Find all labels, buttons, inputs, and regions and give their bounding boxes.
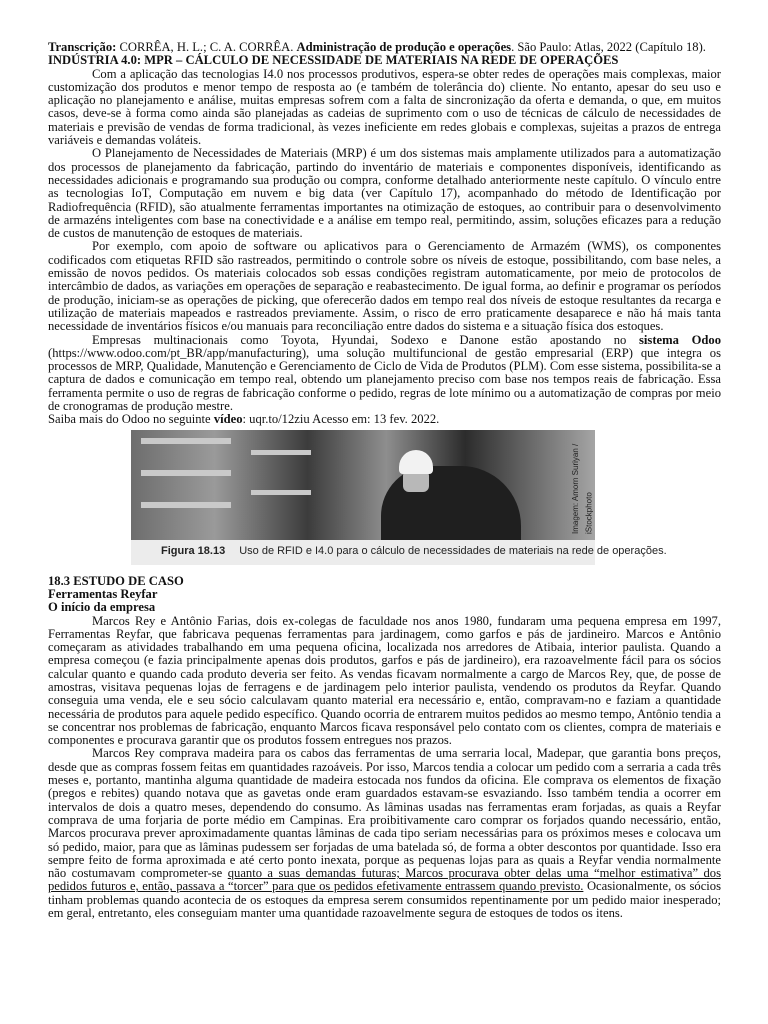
intro-paragraph-3: Por exemplo, com apoio de software ou aplicativos para o Gerenciamento de Armazém (WMS), os componentes codificados com etiquetas RFID são rastreados, permitindo o controle sobre os níveis de estoque, possibilitando, com base neles, a emissão de novos pedidos. Os materiais colocados sob essas condições registram automaticamente, por meio de protocolos de intercâmbio de dados, as variações em operações de separação e reabastecimento. De igual forma, ao definir e programar os períodos de produção, iniciam-se as operações de picking, que oferecerão dados em tempo real dos níveis de estoque resultantes da recarga e utilização de materiais mapeados e rastreados previamente. Assim, o risco de erro praticamente desaparece e não há mais tanta necessidade de inventários físicos e/ou manuais para reconciliação entre dados do sistema e a situação física dos estoques.: [48, 239, 721, 334]
figure-caption-text: Uso de RFID e I4.0 para o cálculo de necessidades de materiais na rede de operações.: [239, 544, 667, 557]
case-paragraph-1: Marcos Rey e Antônio Farias, dois ex-colegas de faculdade nos anos 1980, fundaram uma pequena empresa em 1997, Ferramentas Reyfar, que fabricava pequenas ferramentas para jardinagem, como garfos e pás de jardineiro. Marcos e Antônio começaram as atividades trabalhando em uma pequena oficina, localizada nos arredores de Atibaia, interior paulista. Quando a empresa começou (e fazia principalmente apenas dois produtos, garfos e pás de jardineiro), era razoavelmente fácil para os sócios calcular quanto e quando cada produto deveria ser feito. As vendas ficavam normalmente a cargo de Marcos Rey, que, de posse de amostras, visitava pequenas lojas de ferragens e de jardinagem pelo interior paulista, vendendo os produtos da Reyfar. Quando conseguia uma venda, ele e seu sócio calculavam quanto material era necessário e, então, compravam-no e faziam a quantidade necessária de produtos para aquele pedido específico. Quando ocorria de entrarem muitos pedidos ao mesmo tempo, Antônio tendia a se concentrar nos problemas de fabricação, enquanto Marcos ficava responsável pelo contato com os clientes, compra de materiais e componentes e procurava garantir que os produtos fossem entregues nos prazos.: [48, 613, 721, 748]
figure-rfid: [131, 430, 667, 565]
case-p2-underlined: quanto a suas demandas futuras; Marcos procurava obter delas uma “melhor estimativa” dos pedidos futuros e, então, passava a “torcer” para que os pedidos efetivamente entrassem quando previsto.: [48, 866, 721, 894]
odoo-text-after: (https://www.odoo.com/pt_BR/app/manufacturing), uma solução multifuncional de gestão empresarial (ERP) que integra os processos de MRP, Qualidade, Manutenção e Gerenciamento de Ciclo de Vida de Produtos (PLM). Com esse sistema, possibilita-se a captura de dados e comunicação em tempo real, obtendo um planejamento preciso com base nos tempos reais de fabricação. Essa ferramenta permite o uso de regras de fabricação conforme o pedido, regras de lote mínimo ou a automatização de compras por meio de cronogramas de produção mestre.: [48, 345, 721, 414]
helmet-icon: [399, 450, 433, 474]
section-heading: 18.3 ESTUDO DE CASO: [48, 573, 184, 588]
video-label: vídeo: [213, 412, 243, 427]
case-company: Ferramentas Reyfar: [48, 586, 158, 601]
intro-paragraph-2: O Planejamento de Necessidades de Materiais (MRP) é um dos sistemas mais amplamente utilizados para a automatização dos processos de planejamento da fabricação, partindo do inventário de materiais e componentes disponíveis, identificando as necessidades adicionais e programando sua produção ou compra, conforme detalhado anteriormente neste capítulo. O vínculo entre as tecnologias IoT, Computação em nuvem e big data (ver Capítulo 17), acompanhado do método de Identificação por Radiofrequência (RFID), são atualmente ferramentas importantes na otimização de estoques, ao contribuir para o desenvolvimento de armazéns inteligentes com base na conectividade e a análise em tempo real, permitindo, assim, soluções eficazes para a redução de custos de manutenção de estoques de materiais.: [48, 146, 721, 241]
citation-title: Administração de produção e operações: [296, 40, 512, 54]
citation-authors: CORRÊA, H. L.; C. A. CORRÊA.: [119, 40, 294, 54]
case-p2-part-b: Ocasionalmente, os sócios tinham problemas quando acontecia de os estoques da empresa serem consumidos repentinamente por um pedido maior inesperado; em geral, entretanto, eles conseguiam manter uma quantidade razoavelmente segura de estoques de todos os itens.: [48, 879, 721, 921]
intro-paragraph-1: Com a aplicação das tecnologias I4.0 nos processos produtivos, espera-se obter redes de operações mais complexas, maior customização dos produtos e menor tempo de resposta ao (e também de tolerância do) cliente. No entanto, apesar do seu uso e aplicação no planejamento e análise, muitas empresas sofrem com a falta de sincronização da oferta e demanda, o que, em muitos casos, deve-se à forma como ainda são planejadas as cadeias de suprimento com o uso de técnicas de cálculo de necessidades de materiais e previsão de vendas de forma tradicional, às vezes ineficiente em redes globais e complexas, sujeitas a prazos de entrega variáveis e demandas voláteis.: [48, 66, 721, 148]
intro-paragraph-4: [48, 334, 721, 414]
learn-more-text: Saiba mais do Odoo no seguinte: [48, 412, 214, 427]
page-title: INDÚSTRIA 4.0: MPR – CÁLCULO DE NECESSIDADE DE MATERIAIS NA REDE DE OPERAÇÕES: [48, 53, 619, 68]
odoo-system-name: sistema Odoo: [639, 332, 721, 347]
image-credit: Imagem: Amorn Suriyan / iStockphoto: [571, 443, 594, 534]
citation-line: [48, 41, 721, 54]
document-page: [48, 41, 721, 920]
citation-rest: . São Paulo: Atlas, 2022 (Capítulo 18).: [511, 40, 706, 54]
case-p2-part-a: Marcos Rey comprava madeira para os cabos das ferramentas de uma serraria local, Madepar, que garantia bons preços, desde que as compras fossem feitas em quantidades razoáveis. Por isso, Marcos tendia a colocar um pedido com a serraria a cada três meses e, portanto, mantinha alguma quantidade de madeira estocada nos fundos da oficina. Ele comprava os elementos de fixação (pregos e rebites) quando notava que as gavetas onde eram guardados estavam-se esvaziando. Isso também tendia a ocorrer em intervalos de dois a quatro meses, dependendo do consumo. As lâminas usadas nas ferramentas eram forjadas, as quais a Reyfar comprava de uma forjaria de porte médio em Campinas. Era proibitivamente caro comprar os forjados quando necessário, então, Marcos procurava prever aproximadamente quantas lâminas de cada tipo seriam necessárias para os próximos meses e colocava um só pedido, maior, para que as lâminas pudessem ser forjadas de uma batelada só, de forma a obter descontos por quantidade. Isso era sempre feito de forma aproximada e até certo ponto inexata, porque as pequenas lojas para as quais a Reyfar vendia normalmente não costumavam comprometer-se: [48, 746, 721, 881]
figure-caption: [161, 544, 667, 558]
figure-label: Figura 18.13: [161, 544, 226, 557]
warehouse-photo: [131, 430, 595, 540]
odoo-text-before: Empresas multinacionais como Toyota, Hyundai, Sodexo e Danone estão apostando no: [92, 332, 640, 347]
learn-more-line: [48, 413, 721, 426]
transcription-label: Transcrição:: [48, 40, 117, 54]
worker-figure: [381, 466, 521, 540]
case-subtitle: O início da empresa: [48, 600, 156, 615]
case-paragraph-2: [48, 747, 721, 920]
video-link[interactable]: : uqr.to/12ziu Acesso em: 13 fev. 2022.: [242, 412, 440, 427]
